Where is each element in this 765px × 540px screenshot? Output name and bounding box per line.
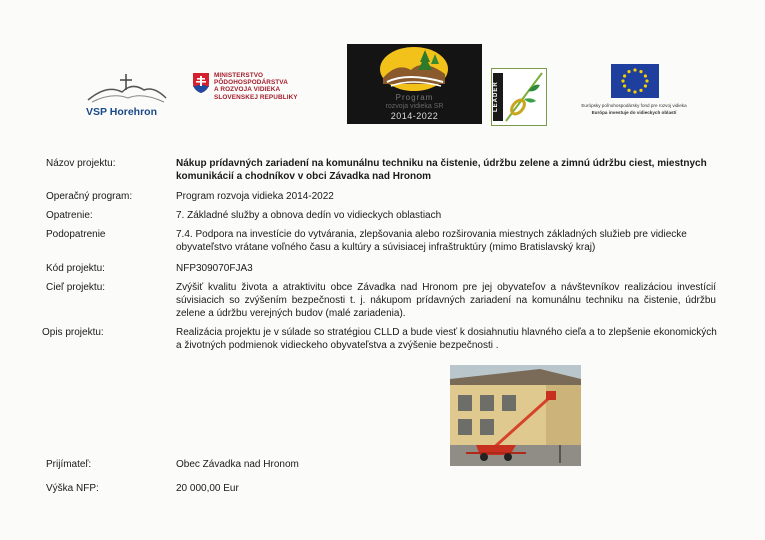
eu-caption-invest: Európa investuje do vidieckych oblastí: [591, 110, 677, 115]
vsp-horehron-logo: [82, 70, 172, 122]
submeasure-value: 7.4. Podpora na investície do vytvárania, zlepšovania alebo rozširovania miestnych základných služieb pre vidiecke obyvateľstvo vrátane voľného času a kultúry a súvisiacej infraštruktúry (mimo Bratislavský kraj): [176, 229, 687, 253]
measure-label: Opatrenie:: [46, 210, 93, 221]
ministry-line: PÔDOHOSPODÁRSTVA: [214, 79, 288, 87]
ministry-logo: [192, 72, 322, 112]
project-code-value: NFP309070FJA3: [176, 263, 253, 274]
operational-program-label: Operačný program:: [46, 191, 133, 202]
leader-logo: [491, 68, 547, 126]
project-photo: [450, 365, 581, 466]
project-code-label: Kód projektu:: [46, 263, 105, 274]
slovak-coat-of-arms-icon: [192, 72, 210, 94]
ministry-line: MINISTERSTVO: [214, 72, 264, 79]
eu-caption-fund: Európsky poľnohospodársky fond pre rozvoj vidieka: [581, 103, 687, 108]
recipient-value: Obec Závadka nad Hronom: [176, 459, 299, 470]
vsp-name: VSP Horehron: [86, 106, 157, 118]
project-description-value: Realizácia projektu je v súlade so stratégiou CLLD a bude viesť k dosiahnutiu hlavného cieľa a to zlepšenie ekonomických a životných podmienok vidieckeho obyvateľstva a zvýšenie bezpečnosti .: [176, 327, 717, 351]
project-name-value: Nákup prídavných zariadení na komunálnu techniku na čistenie, údržbu zelene a zimnú údržbu ciest, miestnych komunikácií a chodníkov v obci Závadka nad Hronom: [176, 158, 707, 182]
nfp-amount-value: 20 000,00 Eur: [176, 483, 239, 494]
program-rozvoja-vidieka-logo: [347, 44, 482, 124]
ministry-line: A ROZVOJA VIDIEKA: [214, 86, 281, 94]
project-name-label: Názov projektu:: [46, 158, 116, 169]
operational-program-value: Program rozvoja vidieka 2014-2022: [176, 191, 334, 202]
aerial-lift-photo-icon: [450, 365, 581, 466]
program-line2: rozvoja vidieka SR: [385, 103, 444, 110]
recipient-label: Prijímateľ:: [46, 459, 92, 470]
project-goal-value: Zvýšiť kvalitu života a atraktivitu obce Závadka nad Hronom pre jej obyvateľov a návštevníkov realizáciou investícií súvisiacich so zvýšením bezpečnosti t. j. nákupom prídavných zariadení na komunálnu techniku na čistenie, údržbu zelene a údržbu verejných budov (malé zariadenia).: [176, 282, 716, 319]
vsp-mountain-icon: [82, 70, 172, 106]
eu-fund-logo: [574, 64, 694, 124]
program-line1: Program: [395, 93, 434, 102]
leader-label: LEADER: [493, 73, 503, 121]
nfp-amount-label: Výška NFP:: [46, 483, 99, 494]
program-years: 2014-2022: [390, 111, 439, 121]
ministry-line: SLOVENSKEJ REPUBLIKY: [214, 93, 298, 101]
project-goal-label: Cieľ projektu:: [46, 282, 106, 293]
leader-leaf-icon: [504, 71, 544, 123]
prv-emblem-icon: [347, 44, 482, 94]
submeasure-label: Podopatrenie: [46, 229, 106, 240]
project-description-label: Opis projektu:: [42, 327, 104, 338]
eu-flag-icon: [611, 64, 659, 98]
measure-value: 7. Základné služby a obnova dedín vo vidieckych oblastiach: [176, 210, 442, 221]
